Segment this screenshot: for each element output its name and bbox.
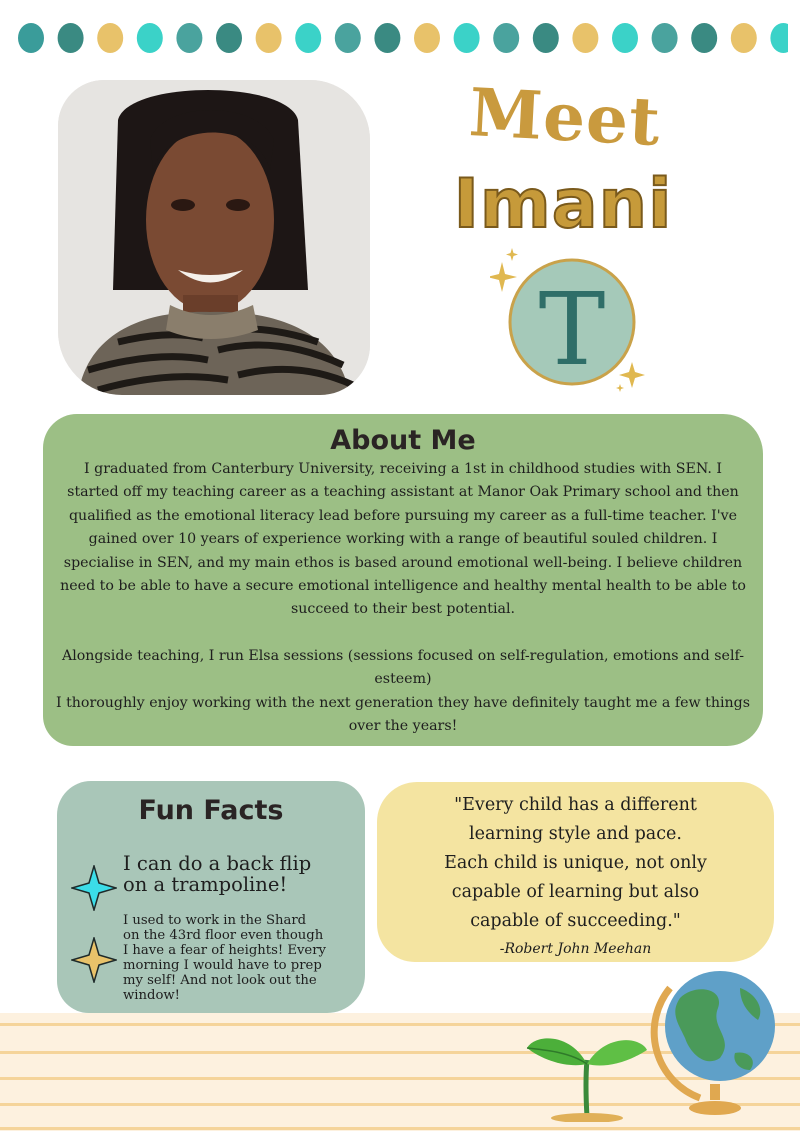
text-line: qualified as the emotional literacy lead before pursuing my career as a full-time teacher. I've <box>68 507 738 524</box>
text-line: I can do a back flip <box>123 852 312 875</box>
about-paragraph-2 <box>47 645 759 739</box>
dot-17 <box>691 23 717 53</box>
title-meet: Meet <box>467 73 663 161</box>
dot-8 <box>335 23 361 53</box>
fun-fact-1 <box>123 853 343 895</box>
star-icon <box>71 937 117 983</box>
globe-icon <box>640 958 785 1118</box>
text-line: I used to work in the Shard <box>123 913 307 928</box>
dot-18 <box>731 23 757 53</box>
dot-5 <box>216 23 242 53</box>
dot-11 <box>454 23 480 53</box>
text-line: "Every child has a different <box>454 795 697 815</box>
plant-icon <box>525 1022 650 1122</box>
fun-fact-2 <box>123 913 359 1003</box>
text-line: esteem) <box>374 671 432 688</box>
dot-0 <box>18 23 44 53</box>
text-line: on a trampoline! <box>123 873 288 896</box>
fun-facts-panel <box>57 781 365 1013</box>
dot-10 <box>414 23 440 53</box>
dot-4 <box>176 23 202 53</box>
fun-facts-title: Fun Facts <box>138 795 284 826</box>
dot-12 <box>493 23 519 53</box>
text-line: Each child is unique, not only <box>444 853 707 873</box>
text-line: need to be able to have a secure emotional intelligence and healthy mental health to be able to <box>60 578 746 595</box>
teacher-photo <box>58 80 370 395</box>
text-line: started off my teaching career as a teaching assistant at Manor Oak Primary school and then <box>67 484 739 501</box>
dot-15 <box>612 23 638 53</box>
about-paragraph-1 <box>47 458 759 622</box>
monogram-letter: T <box>538 271 606 388</box>
text-line: capable of succeeding." <box>470 911 681 931</box>
text-line: capable of learning but also <box>451 882 700 902</box>
quote-panel <box>377 782 774 962</box>
dot-3 <box>137 23 163 53</box>
text-line: succeed to their best potential. <box>290 601 516 618</box>
dot-7 <box>295 23 321 53</box>
text-line: window! <box>123 988 180 1003</box>
text-line: specialise in SEN, and my main ethos is based around emotional well-being. I believe children <box>63 554 743 571</box>
dot-9 <box>374 23 400 53</box>
text-line: I have a fear of heights! Every <box>123 943 326 958</box>
text-line: gained over 10 years of experience working with a range of beautiful souled children. I <box>88 531 718 548</box>
text-line: learning style and pace. <box>469 824 682 844</box>
dot-2 <box>97 23 123 53</box>
dot-14 <box>572 23 598 53</box>
text-line: I graduated from Canterbury University, receiving a 1st in childhood studies with SEN. I <box>84 461 722 477</box>
monogram-badge <box>490 244 660 394</box>
dot-border <box>18 22 788 56</box>
quote-author: -Robert John Meehan <box>499 941 652 957</box>
title-name: Imani <box>453 165 673 244</box>
quote-text <box>377 791 774 936</box>
dot-13 <box>533 23 559 53</box>
text-line: on the 43rd floor even though <box>123 928 324 943</box>
dot-1 <box>58 23 84 53</box>
text-line: I thoroughly enjoy working with the next generation they have definitely taught me a few things <box>55 694 751 711</box>
text-line: over the years! <box>348 718 458 735</box>
text-line: Alongside teaching, I run Elsa sessions (sessions focused on self-regulation, emotions and self- <box>61 647 745 664</box>
text-line: morning I would have to prep <box>123 958 322 973</box>
about-me-panel <box>43 414 763 746</box>
text-line: my self! And not look out the <box>123 973 317 988</box>
star-icon <box>71 865 117 911</box>
dot-6 <box>256 23 282 53</box>
dot-16 <box>652 23 678 53</box>
dot-19 <box>770 23 788 53</box>
about-me-title: About Me <box>330 425 476 456</box>
